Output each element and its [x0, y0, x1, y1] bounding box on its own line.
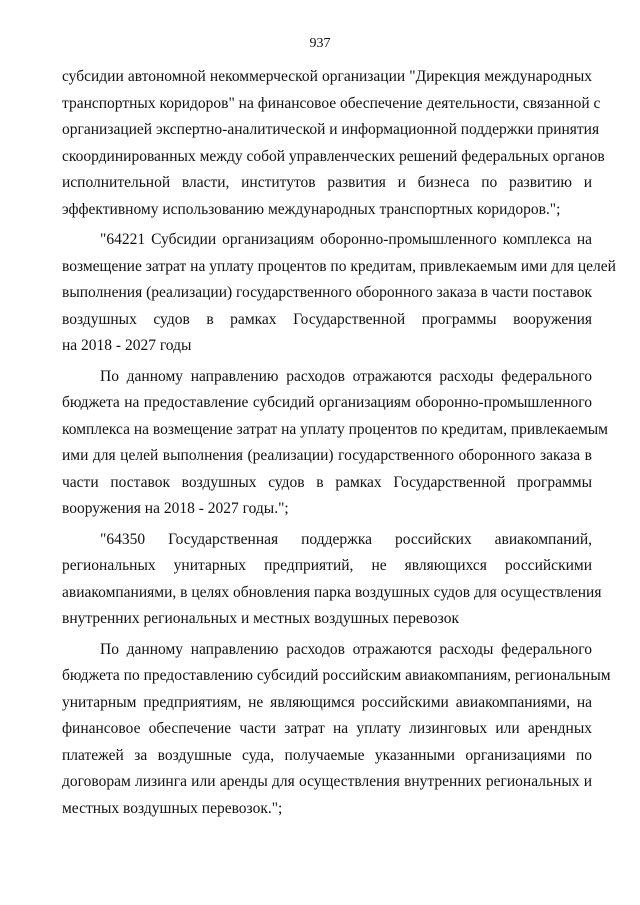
text-line: возмещение затрат на уплату процентов по кредитам, привлекаемым ими для целей: [62, 257, 616, 275]
text-line: субсидии автономной некоммерческой организации "Дирекция международных: [62, 68, 592, 85]
text-line: на 2018 - 2027 годы: [62, 337, 192, 354]
text-line: ими для целей выполнения (реализации) государственного оборонного заказа в: [62, 447, 592, 464]
text-line: региональных унитарных предприятий, не являющихся российскими: [62, 557, 592, 574]
paragraph-code-64350-heading: [62, 527, 602, 633]
text-line: вооружения на 2018 - 2027 годы.";: [62, 500, 289, 517]
text-line: выполнения (реализации) государственного оборонного заказа в части поставок: [62, 284, 593, 301]
text-line: бюджета по предоставлению субсидий российским авиакомпаниям, региональным: [62, 667, 611, 684]
text-line: "64350 Государственная поддержка российских авиакомпаний,: [100, 530, 592, 548]
text-line: унитарным предприятиям, не являющимся российскими авиакомпаниями, на: [62, 693, 592, 711]
text-line: части поставок воздушных судов в рамках Государственной программы: [62, 473, 592, 491]
document-body: [62, 64, 616, 822]
paragraph-dmtk-subsidy-end: [62, 64, 605, 223]
text-line: скоординированных между собой управленческих решений федеральных органов: [62, 147, 605, 165]
text-line: комплекса на возмещение затрат на уплату процентов по кредитам, привлекаемым: [62, 420, 608, 438]
text-line: платежей за воздушные суда, получаемые указанными организациями по: [62, 746, 592, 764]
text-line: бюджета на предоставление субсидий организациям оборонно-промышленного: [62, 394, 592, 411]
text-line: По данному направлению расходов отражаются расходы федерального: [100, 640, 592, 658]
paragraph-code-64350-description: [62, 637, 611, 823]
text-line: местных воздушных перевозок.";: [62, 799, 283, 817]
text-line: договорам лизинга или аренды для осуществления внутренних региональных и: [62, 773, 592, 790]
text-line: "64221 Субсидии организациям оборонно-промышленного комплекса на: [100, 231, 592, 248]
text-line: исполнительной власти, институтов развития и бизнеса по развитию и: [62, 174, 592, 191]
text-line: воздушных судов в рамках Государственной программы вооружения: [62, 310, 592, 328]
text-line: внутренних региональных и местных воздушных перевозок: [62, 610, 459, 627]
page-number: 937: [309, 36, 331, 51]
paragraph-code-64221-description: [62, 364, 608, 523]
text-line: По данному направлению расходов отражаются расходы федерального: [100, 367, 592, 385]
text-line: эффективному использованию международных транспортных коридоров.";: [62, 200, 561, 218]
paragraph-code-64221-heading: [62, 227, 616, 360]
text-line: финансовое обеспечение части затрат на уплату лизинговых или арендных: [62, 720, 592, 737]
text-line: транспортных коридоров" на финансовое обеспечение деятельности, связанной с: [62, 94, 601, 112]
text-line: организацией экспертно-аналитической и информационной поддержки принятия: [62, 121, 600, 138]
text-line: авиакомпаниями, в целях обновления парка воздушных судов для осуществления: [62, 583, 602, 601]
